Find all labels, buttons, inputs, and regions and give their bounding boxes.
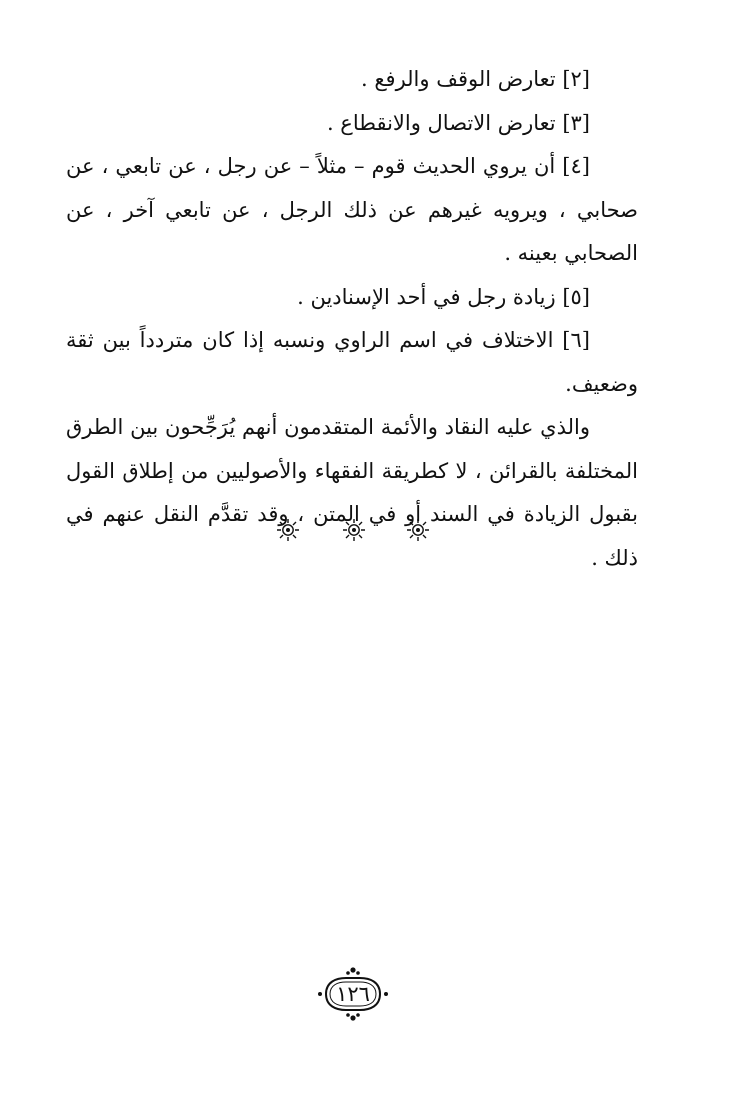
- list-item-3: [٣] تعارض الاتصال والانقطاع .: [326, 110, 590, 135]
- list-item-6: [٦] الاختلاف في اسم الراوي ونسبه إذا كان متردداً بين ثقة وضعيف.: [66, 328, 638, 396]
- body-text: [66, 58, 638, 580]
- star-ornament-icon: [275, 517, 301, 543]
- list-item-4: [٤] أن يروي الحديث قوم – مثلاً – عن رجل ، عن تابعي ، عن صحابي ، ويرويه غيرهم عن ذلك الرجل ، عن تابعي آخر ، عن الصحابي بعينه .: [66, 154, 638, 265]
- section-divider: [275, 517, 435, 547]
- list-item-5: [٥] زيادة رجل في أحد الإسنادين .: [297, 284, 590, 309]
- list-item-2: [٢] تعارض الوقف والرفع .: [361, 67, 590, 91]
- conclusion-paragraph: والذي عليه النقاد والأئمة المتقدمون أنهم يُرَجِّحون بين الطرق المختلفة بالقرائن ، لا كطريقة الفقهاء والأصوليين من إطلاق القول بقبول الزيادة في السند أو في المتن ، وقد تقدَّم النقل عنهم في ذلك .: [66, 415, 638, 570]
- star-ornament-icon: [405, 517, 431, 543]
- page-number: [316, 964, 390, 1024]
- page-number-text: ١٢٦: [336, 982, 370, 1006]
- star-ornament-icon: [341, 517, 367, 543]
